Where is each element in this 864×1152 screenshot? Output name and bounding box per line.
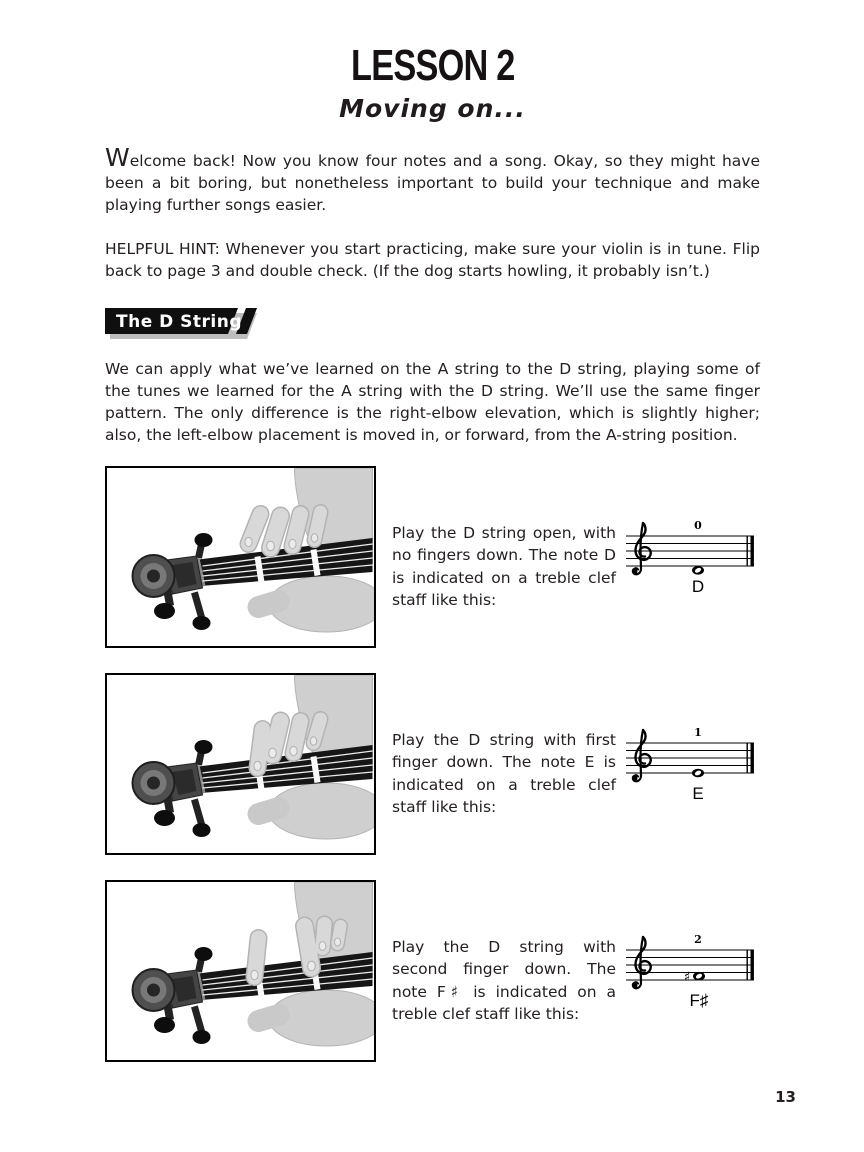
staff-notation-fsharp [620,880,760,1024]
treble-clef-icon [632,937,651,988]
music-staff [620,510,760,606]
music-staff [620,717,760,813]
exercise-row-first-finger-e [105,673,760,855]
lesson-subtitle: Moving on... [339,94,526,123]
exercise-row-open-d [105,466,760,648]
note-name-label: F♯ [689,991,709,1010]
violin-hand-illustration [107,675,374,853]
thumb [259,808,279,814]
section-badge-label: The D String [116,312,243,332]
music-staff [620,924,760,1020]
intro-text: elcome back! Now you know four notes and a song. Okay, so they might have been a bit boring, but nonetheless important to build your technique and make playing further songs easier. [105,152,760,214]
exercise-description: Play the D string with first finger down. The note E is indicated on a treble clef staff like this: [392,730,616,816]
drop-cap: W [105,143,130,172]
staff-notation-d [620,466,760,610]
violin-hand-illustration [107,468,374,646]
helpful-hint-paragraph: HELPFUL HINT: Whenever you start practicing, make sure your violin is in tune. Flip back to page 3 and double check. (If the dog starts howling, it probably isn’t.) [105,240,760,280]
section-badge [105,308,265,340]
treble-clef-icon [632,730,651,781]
thumb [259,601,279,607]
d-string-paragraph: We can apply what we’ve learned on the A string to the D string, playing some of the tunes we learned for the A string with the D string. We’ll use the same finger pattern. The only difference is the right-elbow elevation, which is slightly higher; also, the left-elbow placement is moved in, or forward, from the A-string position. [105,360,760,444]
whole-note [693,972,705,981]
exercise-description: Play the D string open, with no fingers down. The note D is indicated on a treble clef staff like this: [392,523,616,609]
violin-hand-illustration [107,882,374,1060]
violin-photo-first-finger [105,673,376,855]
fingering-number: 0 [694,519,702,532]
exercise-description: Play the D string with second finger down. The note F♯ is indicated on a treble clef staff like this: [392,937,616,1023]
page-title: LESSON 2 [350,41,515,90]
whole-note [692,769,704,778]
staff-lines [626,536,754,566]
whole-note [692,566,704,575]
staff-notation-e [620,673,760,817]
note-name-label: E [692,784,704,803]
sharp-sign: ♯ [683,970,691,985]
intro-paragraph [105,145,760,216]
fingering-number: 2 [694,933,702,946]
violin-photo-second-finger [105,880,376,1062]
violin-photo-open-string [105,466,376,648]
exercise-rows [105,466,760,1062]
staff-lines [626,743,754,773]
note-name-label: D [691,577,705,596]
page-number: 13 [775,1088,796,1106]
fingering-number: 1 [694,726,702,739]
lesson-header [105,41,760,90]
treble-clef-icon [632,523,651,574]
exercise-row-second-finger-fsharp [105,880,760,1062]
thumb [259,1015,279,1021]
